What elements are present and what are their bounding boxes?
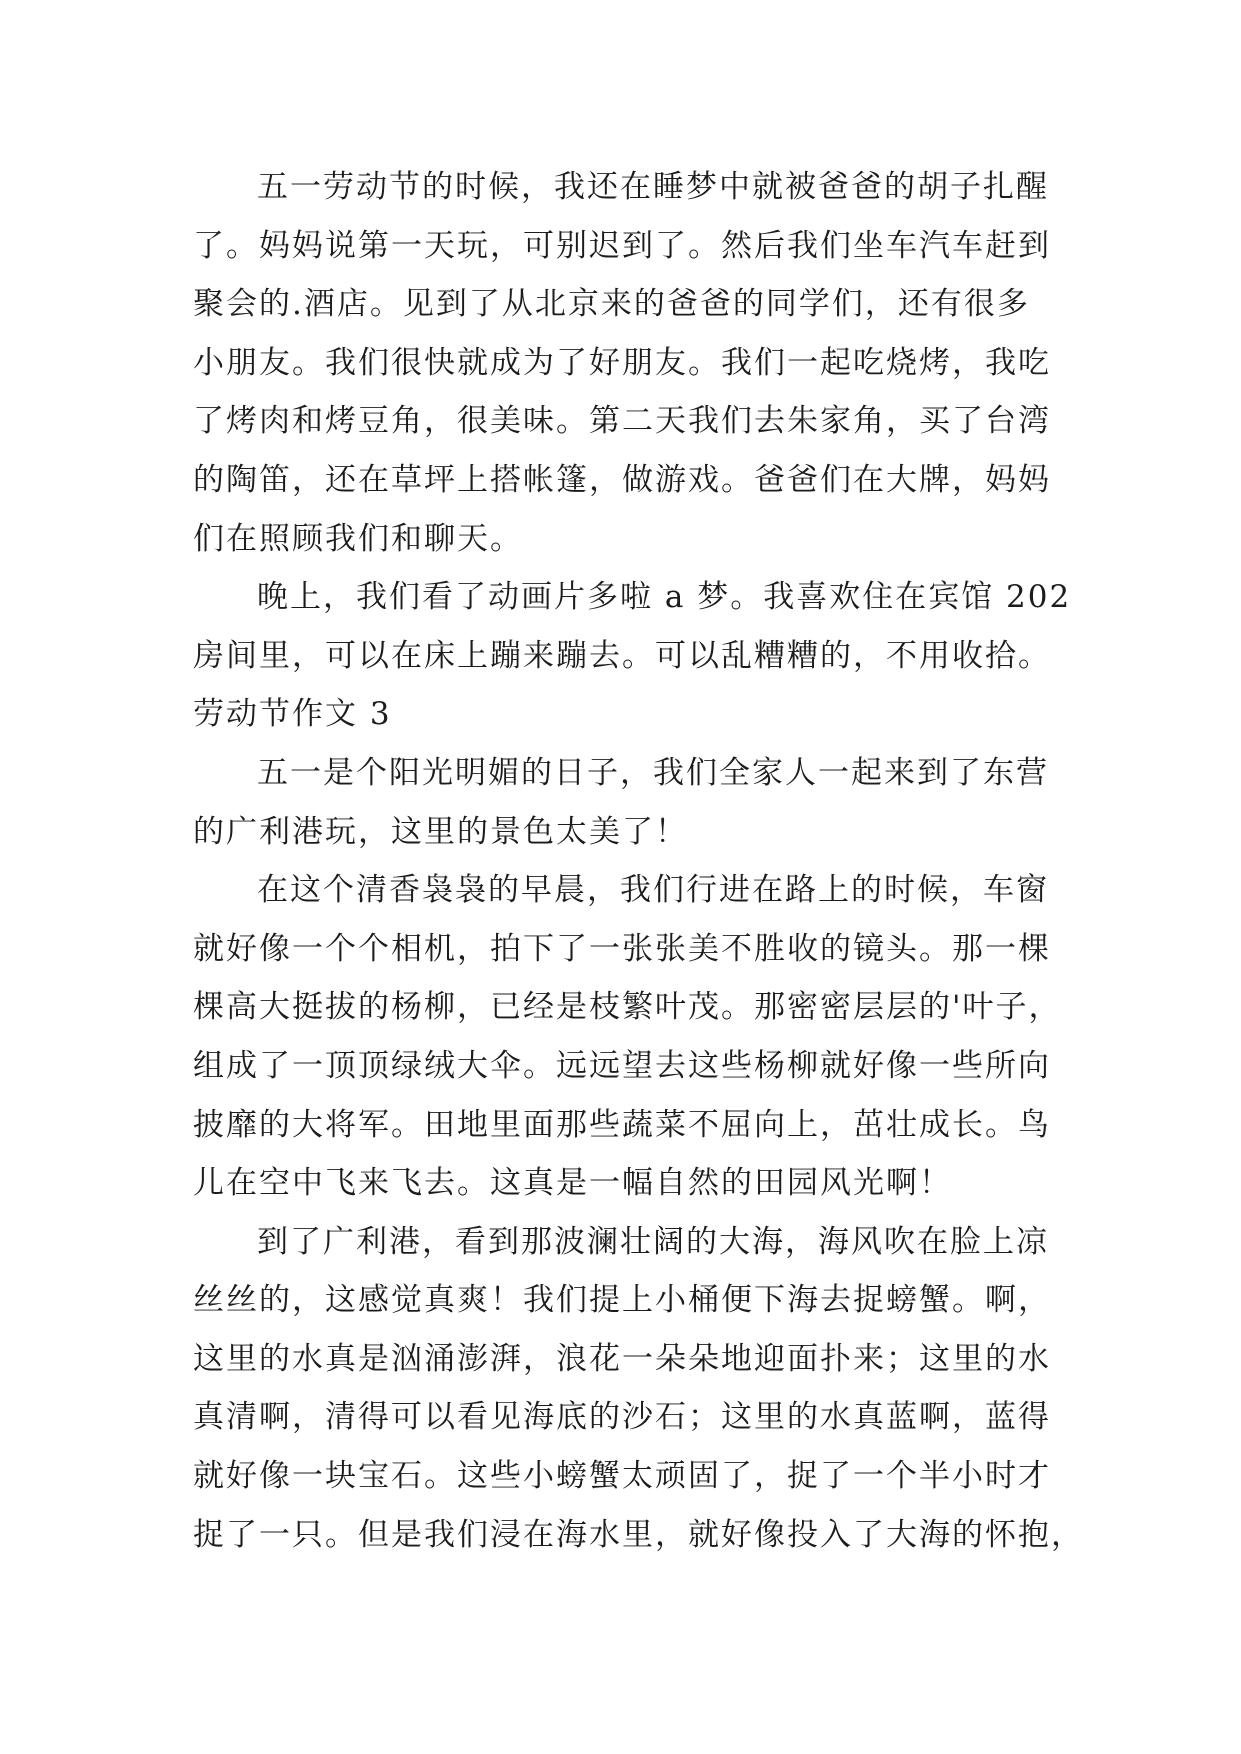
text-line: 就好像一个个相机，拍下了一张张美不胜收的镜头。那一棵 [193,930,1051,967]
document-body [193,158,1084,1564]
text-line: 棵高大挺拔的杨柳，已经是枝繁叶茂。那密密层层的'叶子， [193,989,1062,1026]
text-line: 的陶笛，还在草坪上搭帐篷，做游戏。爸爸们在大牌，妈妈 [193,461,1051,498]
text-line: 真清啊，清得可以看见海底的沙石；这里的水真蓝啊，蓝得 [193,1399,1051,1436]
text-line: 了烤肉和烤豆角，很美味。第二天我们去朱家角，买了台湾 [193,403,1051,440]
text-line: 们在照顾我们和聊天。 [193,520,523,557]
text-line: 五一劳动节的时候，我还在睡梦中就被爸爸的胡子扎醒 [257,169,1049,205]
text-line: 丝丝的，这感觉真爽！我们提上小桶便下海去捉螃蟹。啊， [193,1282,1051,1319]
text-line: 到了广利港，看到那波澜壮阔的大海，海风吹在脸上凉 [257,1223,1049,1260]
text-line: 就好像一块宝石。这些小螃蟹太顽固了，捉了一个半小时才 [193,1458,1051,1495]
text-line: 组成了一顶顶绿绒大伞。远远望去这些杨柳就好像一些所向 [193,1047,1051,1084]
text-line: 儿在空中飞来飞去。这真是一幅自然的田园风光啊！ [193,1165,952,1202]
text-line: 晚上，我们看了动画片多啦 a 梦。我喜欢住在宾馆 202 [257,579,1072,616]
text-line: 捉了一只。但是我们浸在海水里，就好像投入了大海的怀抱， [193,1516,1084,1553]
text-line: 了。妈妈说第一天玩，可别迟到了。然后我们坐车汽车赶到 [193,227,1051,264]
text-line: 在这个清香袅袅的早晨，我们行进在路上的时候，车窗 [257,872,1049,909]
text-line: 聚会的.酒店。见到了从北京来的爸爸的同学们，还有很多 [193,286,1030,323]
text-line: 小朋友。我们很快就成为了好朋友。我们一起吃烧烤，我吃 [193,344,1051,381]
text-line: 的广利港玩，这里的景色太美了！ [193,813,688,850]
text-line: 劳动节作文 3 [193,696,392,733]
text-line: 房间里，可以在床上蹦来蹦去。可以乱糟糟的，不用收拾。 [193,637,1051,674]
text-line: 五一是个阳光明媚的日子，我们全家人一起来到了东营 [257,754,1049,791]
text-line: 披靡的大将军。田地里面那些蔬菜不屈向上，茁壮成长。鸟 [193,1106,1051,1143]
text-line: 这里的水真是汹涌澎湃，浪花一朵朵地迎面扑来；这里的水 [193,1340,1051,1377]
